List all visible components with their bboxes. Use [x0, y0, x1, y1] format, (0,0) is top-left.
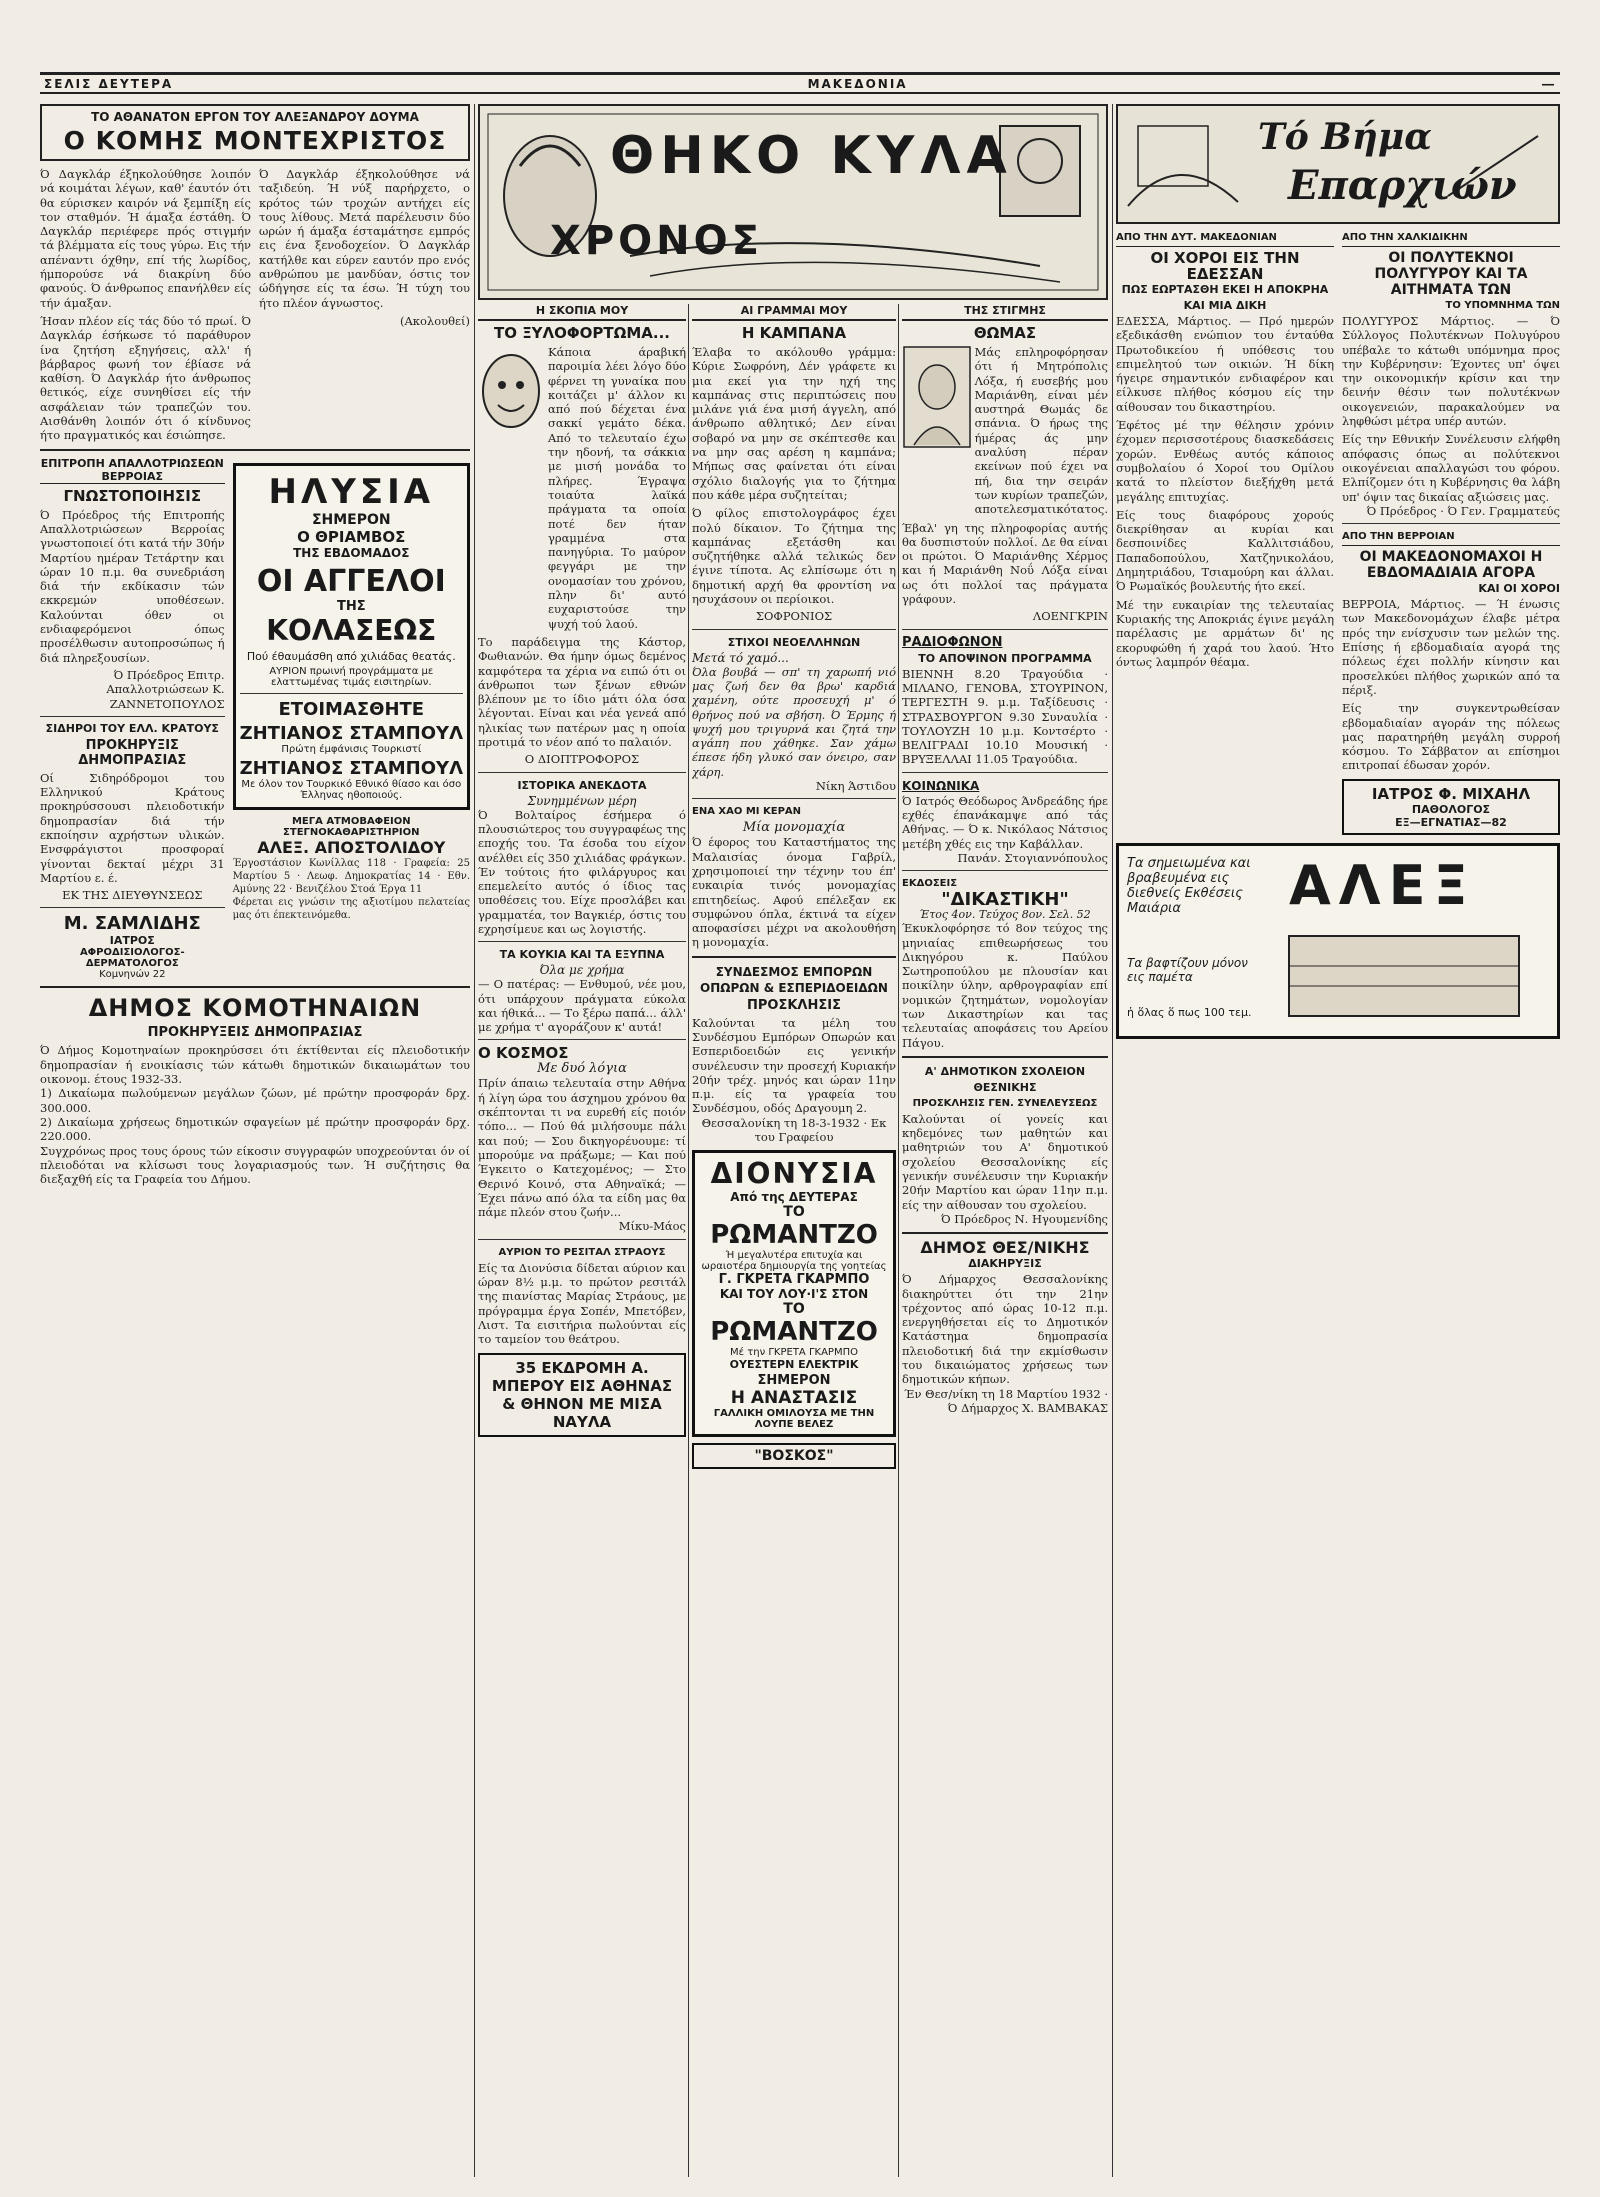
- ilysia-film: ΚΟΛΑΣΕΩΣ: [266, 613, 437, 647]
- article-body: Είς την συγκεντρωθείσαν εβδομαδιαίαν αγοράν της πόλεως μας παρατηρήθη μεγάλη συρροή κόσμου. Το Σάββατον αι επίσημοι επιτροπαί έδωσαν χορόν.: [1342, 701, 1560, 773]
- divider: [902, 1232, 1108, 1234]
- doctor-name: ΙΑΤΡΟΣ Φ. ΜΙΧΑΗΛ: [1371, 784, 1531, 803]
- divider: [478, 1239, 686, 1240]
- section-subtitle: Με δυό λόγια: [537, 1061, 627, 1077]
- ilysia-title: ΗΛΥΣΙΑ: [268, 471, 435, 512]
- divider: [240, 693, 463, 694]
- regional-left: [1116, 230, 1334, 835]
- section-title: ΚΟΙΝΩΝΙΚΑ: [902, 778, 980, 793]
- article-sign: Έν Θεσ/νίκη τη 18 Μαρτίου 1932 · Ό Δήμαρχος Χ. ΒΑΜΒΑΚΑΣ: [904, 1386, 1108, 1415]
- article-sign: ΣΟΦΡΟΝΙΟΣ: [755, 609, 833, 624]
- dionysia-title: ΔΙΟΝΥΣΙΑ: [710, 1157, 878, 1191]
- notice2-title: ΠΡΟΚΗΡΥΞΙΣ ΔΗΜΟΠΡΑΣΙΑΣ: [78, 737, 187, 768]
- article-body: — Ο πατέρας: — Ενθυμού, νέε μου, ότι υπάρχουν πράγματα εύκολα και ήθικά... — Το ξέρω παπά... άλλ' με χρήμα τ' αγοράζουν κ' αυτά!: [478, 977, 686, 1035]
- masthead: [40, 72, 1560, 94]
- poem-sign: Νίκη Άστιδου: [815, 779, 896, 794]
- ilysia-line: ΤΗΣ: [336, 598, 366, 614]
- dionysia-line: ΤΟ: [783, 1301, 805, 1318]
- column-left: [40, 104, 470, 2177]
- divider: [40, 716, 225, 717]
- section-subtitle: ΔΙΑΚΗΡΥΞΙΣ: [968, 1257, 1042, 1271]
- article-body: Έφέτος μέ την θέλησιν χρόνιν έχομεν περισσοτέρους διασκεδάσεις χορών. Ενθέως αυτός κάποιος συμβολαίου ό Χοροί του Ομίλου κατά το πλείστον διεξήχθη μετά μεγάλης επιτυχίας.: [1116, 418, 1334, 504]
- chronos-banner: [478, 104, 1108, 300]
- laundry-address: Έργοστάσιον Κωνίλλας 118 · Γραφεία: 25 Μαρτίου 5 · Λεωφ. Δημοκρατίας 14 · Εθν. Αμύνης 22 · Βενιζέλου Στοά Έργα 11: [232, 857, 470, 895]
- article-body: Ό Βολταίρος έσήμερα ό πλουσιώτερος του συγγραφέως της εποχής του. Τα έσοδα του είχον ανέλθει είς 350 χιλιάδας φράγκων. Έν τούτοις ήτο φιλάργυρος και επεμελείτο αυτός ό ίδιος τας υποθέσεις του. Είχε προσλάβει και γραμματέα, τον Βαγκιέρ, όστις του εχρησίμευε και ως λογιστής.: [478, 807, 686, 936]
- notice1-title: ΓΝΩΣΤΟΠΟΙΗΣΙΣ: [63, 486, 202, 505]
- article-body: Έκυκλοφόρησε τό 8ον τεύχος της μηνιαίας επιθεωρήσεως του Δικηγόρου κ. Παύλου Σωτηροπούλου με πλουσίαν και ποικίλην ύλην, αρθρογραφίαν επί νομικών ζητημάτων, νομολογίαν των Δικαστηρίων και τας τελευταίας αποφάσεις του Αρείου Πάγου.: [902, 921, 1108, 1050]
- subcolumn-grammai: [692, 304, 896, 2177]
- section-label: ΑΙ ΓΡΑΜΜΑΙ ΜΟΥ: [692, 304, 896, 321]
- dionysia-line: ΤΟ: [783, 1204, 805, 1221]
- section-label: Η ΣΚΟΠΙΑ ΜΟΥ: [478, 304, 686, 321]
- section-title: ΡΑΔΙΟΦΩΝΟΝ: [902, 634, 1003, 650]
- serial-kicker: ΤΟ ΑΘΑΝΑΤΟΝ ΕΡΓΟΝ ΤΟΥ ΑΛΕΞΑΝΔΡΟΥ ΔΟΥΜΑ: [91, 110, 419, 124]
- masthead-center: ΜΑΚΕΔΟΝΙΑ: [807, 76, 908, 91]
- article-body: Ό φίλος επιστολογράφος έχει πολύ δίκαιον. Το ζήτημα της καμπάνας εξετάσθη και συζητήθηκε αλλά τελικώς δεν έγινε τίποτα. Ας ελπίσωμε ότι η δημοτική αρχή θα φροντίση να ησυχάσουν οι περίοικοι.: [692, 506, 896, 607]
- excursion-ad: 35 ΕΚΔΡΟΜΗ Α. ΜΠΕΡΟΥ ΕΙΣ ΑΘΗΝΑΣ & ΘΗΝΟΝ ΜΕ ΜΙΣΑ ΝΑΥΛΑ: [478, 1353, 686, 1437]
- section-subtitle: ΠΡΟΣΚΛΗΣΙΣ: [747, 997, 841, 1013]
- serial-title: Ο ΚΟΜΗΣ ΜΟΝΤΕΧΡΙΣΤΟΣ: [63, 126, 447, 155]
- portrait-illustration: [902, 345, 971, 449]
- article-body: Πρίν άπαιω τελευταία στην Αθήνα ή λίγη ώρα του άσχημου χρόνου θα σκέπτονται τι να ευρεθή είς ποιόν τόπο... — Πού θά μιλήσουμε πάλι και πού; — Σου δικηγορέυουμε: τί μπορούμε να πράξωμε; — Και πού Έγκειτο ο Κατεχομένος; — Στο Θερινό Κοινό, στα Αθηναϊκά; — Έχει πάνω από όλα τα είδη μας θα πάμε πλεόν στου ζωήν...: [478, 1076, 686, 1220]
- doctor-address: ΕΞ—ΕΓΝΑΤΙΑΣ—82: [1395, 815, 1507, 829]
- article-sign: ΛΟΕΝΓΚΡΙΝ: [1032, 609, 1108, 624]
- section-subtitle: Έτος 4ον. Τεύχος 8ον. Σελ. 52: [919, 908, 1091, 922]
- laundry-kicker: ΜΕΓΑ ΑΤΜΟΒΑΦΕΙΟΝ: [291, 815, 411, 827]
- section-title: "ΔΙΚΑΣΤΙΚΗ": [941, 889, 1069, 911]
- article-sign: Μίκυ-Μάος: [618, 1219, 686, 1234]
- serial-body: [40, 167, 470, 443]
- dionysia-film: ΡΩΜΑΝΤΖΟ: [710, 1220, 878, 1251]
- doctor-name: Μ. ΣΑΜΛΙΔΗΣ: [63, 913, 201, 935]
- doctor-specialty: ΑΦΡΟΔΙΣΙΟΛΟΓΟΣ-ΔΕΡΜΑΤΟΛΟΓΟΣ: [79, 947, 185, 970]
- dionysia-line: Από της ΔΕΥΤΕΡΑΣ: [730, 1190, 858, 1205]
- vima-banner: [1116, 104, 1560, 224]
- notice2-sign: ΕΚ ΤΗΣ ΔΙΕΥΘΥΝΣΕΩΣ: [62, 888, 203, 903]
- laundry-name: ΑΛΕΞ. ΑΠΟΣΤΟΛΙΔΟΥ: [257, 837, 446, 857]
- municipality-item: 2) Δικαίωμα χρήσεως δημοτικών σφαγείων μέ πρώτην προσφοράν δρχ. 220.000.: [40, 1114, 470, 1144]
- divider: [902, 772, 1108, 773]
- subcolumn-stigmis: [902, 304, 1108, 2177]
- vima-title: Τό Βήμα: [1258, 116, 1432, 158]
- article-body: Το παράδειγμα της Κάστορ, Φωθιανών. Θα ήμην όμως δεμένος καμφότερα τα χέρια να ειπώ ότι οι άνθρωποι των ξένων εθνών βλέπουν με το ίδιο μάτι όλα όσα λέγονται. Είναι και νέα γενεά από ηλικίας των πατέρων μας η οποία προτιμά το νέον από το παλαιόν.: [478, 634, 686, 750]
- dionysia-line: Ή μεγαλυτέρα επιτυχία και ωραιοτέρα δημιουργία της γοητείας: [701, 1250, 887, 1273]
- doctor-specialty: ΠΑΘΟΛΟΓΟΣ: [1411, 802, 1491, 816]
- notices-right: [233, 457, 470, 981]
- column-divider: [688, 304, 689, 2177]
- article-sign: Ό Πρόεδρος · Ό Γεν. Γραμματεύς: [1366, 503, 1560, 518]
- laundry-note: Φέρεται εις γνώσιν της αξιοτίμου πελατείας μας ότι έπεκτεινόμεθα.: [232, 896, 470, 921]
- notice2-body: Οί Σιδηρόδρομοι του Ελληνικού Κράτους προκηρύσσουσι πλειοδοτικήν δημοπρασίαν διά τήν εκποίησιν αχρήστων υλικών. Ενσφράγιστοι προσφοραί γίνονται δεκταί μέχρι 31 Μαρτίου ε. έ.: [40, 770, 225, 885]
- zitianos-sub: Πρώτη έμφάνισις Τουρκιστί: [281, 743, 422, 755]
- section-kicker: ΑΠΟ ΤΗΝ ΧΑΛΚΙΔΙΚΗΝ: [1342, 230, 1560, 247]
- zitianos-word: ΖΗΤΙΑΝΟΣ: [239, 757, 344, 779]
- dionysia-line: ΟΥΕΣΤΕΡΝ ΕΛΕΚΤΡΙΚ: [729, 1358, 859, 1372]
- middle-columns: [478, 304, 1108, 2177]
- section-title: ΟΙ ΠΟΛΥΤΕΚΝΟΙ ΠΟΛΥΓΥΡΟΥ ΚΑΙ ΤΑ ΑΙΤΗΜΑΤΑ ΤΩΝ: [1374, 250, 1528, 298]
- alex-text: ἡ ὅλας ὅ πως 100 τεμ.: [1127, 1005, 1252, 1019]
- section-subtitle: Μία μονομαχία: [742, 820, 846, 836]
- article-title: ΤΟ ΞΥΛΟΦΟΡΤΩΜΑ...: [493, 324, 670, 342]
- divider: [692, 629, 896, 630]
- ilysia-film: ΟΙ ΑΓΓΕΛΟΙ: [256, 563, 446, 599]
- article-sign: Πανάν. Στογιαννόπουλος: [957, 850, 1108, 865]
- ilysia-ad: [233, 463, 470, 810]
- section-subtitle: ΤΟ ΑΠΟΨΙΝΟΝ ΠΡΟΓΡΑΜΜΑ: [918, 651, 1092, 665]
- section-title: ΙΣΤΟΡΙΚΑ ΑΝΕΚΔΟΤΑ: [517, 778, 647, 792]
- doctor-address: Κομνηνών 22: [99, 969, 166, 981]
- doctor-title: ΙΑΤΡΟΣ: [109, 934, 155, 948]
- section-subtitle: Συνημμένων μέρη: [527, 793, 637, 808]
- cigarette-pack-illustration: [1279, 926, 1539, 1026]
- serial-continue: (Ακολουθεί): [400, 313, 470, 328]
- municipality-body: Ό Δήμος Κομοτηναίων προκηρύσσει ότι έκτίθενται είς πλειοδοτικήν δημοπρασίαν ή ενοικίασις τών κάτωθι δημοτικών δικαιωμάτων του οικονομ. έτους 1932-33.: [40, 1043, 470, 1087]
- article-body: Είς τους διαφόρους χορούς διεκρίθησαν αι κυρίαι και δεσποινίδες Καλλιτσιάδου, Παπαδοπούλου, Χατζηνικολάου, Δημητριάδου, Τσιαμούρη και άλλαι. Ό Ρωμαϊκός βουλευτής ήτο εκεί.: [1116, 507, 1334, 594]
- article-body: Καλούνται οί γονείς και κηδεμόνες των μαθητών και μαθητριών του Α' δημοτικού σχολείου Θεσσαλονίκης είς γενικήν συνέλευσιν την Κυριακήν 20ήν Μαρτίου και ώραν 11ην π.μ. είς την αίθουσαν του σχολείου.: [902, 1111, 1108, 1212]
- divider: [902, 629, 1108, 630]
- notices-left: [40, 457, 225, 981]
- divider: [40, 449, 470, 451]
- zitianos-row: [240, 758, 463, 779]
- serial-paragraph: Ήσαν πλέον είς τάς δύο τό πρωί. Ό Δαγκλάρ έσήκωσε τό παράθυρον ίνα ζητήση εξηγήσεις, αλλ' ή βάρβαρος φωνή τον έβίασε νά καθίση. Ό Δαγκλάρ ήτο άνθρωπος θετικός, είχε συνηθίσει είς τήν ασφάλειαν τών τραπεζών του. Αισθάνθη λοιπόν ότι ό κίνδυνος ήτο πραγματικός και έσιώπησε.: [40, 313, 251, 443]
- alex-text: Τα σημειωμένα και βραβευμένα εις διεθνείς Εκθέσεις Μαιάρια: [1127, 855, 1251, 916]
- ilysia-line: ΕΤΟΙΜΑΣΘΗΤΕ: [278, 698, 425, 720]
- notice1-kicker: ΕΠΙΤΡΟΠΗ ΑΠΑΛΛΟΤΡΙΩΣΕΩΝ ΒΕΡΡΟΙΑΣ: [40, 456, 224, 483]
- zitianos-sub: Με όλον τον Τουρκικό Εθνικό θίασο και όσο Έλληνας ηθοποιούς.: [241, 778, 462, 801]
- article-body: Έλαβα το ακόλουθο γράμμα: Κύριε Σωφρόνη, Δέν γράφετε κι μια εκεί για την ηχή της καμπάνας στις περιπτώσεις που μιλάνε γιά ένα μισή άγγελη, από άνθρωπο αθλητικό; Δεν είναι σοβαρό να μην σε σκέπτεσθε και να μην σας αρέση η καμπάνα; Μήπως σας φαίνεται ότι είναι σχόλιο διαλογής για το ζήτημα που κάθε μέρα συζητείται;: [692, 345, 896, 502]
- municipality-item: 1) Δικαίωμα πωλούμενων μεγάλων ζώων, μέ πρώτην προσφοράν δρχ. 300.000.: [40, 1086, 470, 1115]
- doctor-mihail-ad: [1342, 779, 1560, 835]
- regional-row: [1116, 230, 1560, 835]
- article-top: [478, 345, 686, 631]
- article-title: Η ΚΑΜΠΑΝΑ: [741, 324, 847, 342]
- divider: [40, 907, 225, 908]
- section-title: ΔΗΜΟΣ ΘΕΣ/ΝΙΚΗΣ: [920, 1238, 1090, 1258]
- vima-subtitle: Επαρχιών: [1288, 162, 1517, 209]
- municipality-title: ΔΗΜΟΣ ΚΟΜΟΤΗΝΑΙΩΝ: [88, 994, 422, 1023]
- article-body: Έβαλ' γη της πληροφορίας αυτής θα δυσπιστούν πολλοί. Δε θα είναι οι πρώτοι. Ό Μαριάνθης Χέρμος και ή Μαριάνθη Νοΰ Λόξα είναι ως ότι πολλοί τας πράγματα γράφουν.: [902, 520, 1108, 607]
- dionysia-ad: [692, 1150, 896, 1437]
- dionysia-line: Μέ την ΓΚΡΕΤΑ ΓΚΑΡΜΠΟ: [730, 1347, 858, 1359]
- article-body: Είς την Εθνικήν Συνέλευσιν ελήφθη απόφασις όπως αι πολύτεκνοι οικογένειαι απαλλαγώσι του φόρου. Ελπίζομεν ότι η Κυβέρνησις θα λάβη υπ' όψιν τας δικαίας αξιώσεις μας.: [1342, 432, 1560, 504]
- divider: [478, 941, 686, 942]
- divider: [692, 956, 896, 958]
- section-title: ΕΝΑ ΧΑΟ ΜΙ ΚΕΡΑΝ: [692, 806, 802, 818]
- dionysia-line: Γ. ΓΚΡΕΤΑ ΓΚΑΡΜΠΟ: [718, 1272, 870, 1288]
- divider: [40, 986, 470, 988]
- section-title: Ο ΚΟΣΜΟΣ: [478, 1044, 569, 1063]
- article-body: ΒΕΡΡΟΙΑ, Μάρτιος. — Ή ένωσις των Μακεδονομάχων έλαβε μέτρα πρός την ενίσχυσιν των μελών της. Επίσης ή εβδομαδιαία αγορά της πόλεως έχει πολλήν κίνησιν και προσελκύει πλήθος χωρικών από τα πέριξ.: [1342, 597, 1560, 697]
- section-title: ΣΤΙΧΟΙ ΝΕΟΕΛΛΗΝΩΝ: [727, 635, 861, 649]
- banner-subtitle: ΧΡΟΝΟΣ: [550, 218, 763, 264]
- section-subtitle: ΤΟ ΥΠΟΜΝΗΜΑ ΤΩΝ: [1445, 300, 1560, 311]
- municipality-sub: ΠΡΟΚΗΡΥΞΕΙΣ ΔΗΜΟΠΡΑΣΙΑΣ: [147, 1025, 363, 1041]
- notices-row: [40, 457, 470, 981]
- divider: [692, 798, 896, 799]
- dionysia-line: Η ΑΝΑΣΤΑΣΙΣ: [730, 1388, 858, 1409]
- section-title: ΟΙ ΧΟΡΟΙ ΕΙΣ ΤΗΝ ΕΔΕΣΣΑΝ: [1150, 249, 1300, 283]
- masthead-right: ―: [1542, 76, 1556, 91]
- section-subtitle: ΚΑΙ ΜΙΑ ΔΙΚΗ: [1183, 299, 1267, 312]
- section-subtitle: Όλα με χρήμα: [539, 963, 625, 978]
- dionysia-line: ΚΑΙ ΤΟΥ ΛΟΥ·Ι'Σ ΣΤΟΝ: [719, 1287, 869, 1302]
- article-sign: Ο ΔΙΟΠΤΡΟΦΟΡΟΣ: [524, 752, 640, 767]
- divider: [1342, 523, 1560, 524]
- caricature-illustration: [478, 345, 544, 441]
- serial-header: [40, 104, 470, 161]
- alex-text: Τα βαφτίζουν μόνον εις παμέτα: [1127, 955, 1248, 984]
- article-body: Ό Ιατρός Θεόδωρος Άνδρεάδης ήρε εχθές έπανάκαμψε από τάς Αθήνας. — Ό κ. Νικόλαος Νάτσιος μετέβη χθές εις την Καβάλλαν.: [902, 793, 1108, 851]
- section-title: ΣΥΝΔΕΣΜΟΣ ΕΜΠΟΡΩΝ ΟΠΩΡΩΝ & ΕΣΠΕΡΙΔΟΕΙΔΩΝ: [700, 964, 888, 995]
- article-body: ΠΟΛΥΓΥΡΟΣ Μάρτιος. — Ό Σύλλογος Πολυτέκνων Πολυγύρου υπέβαλε το κάτωθι υπόμνημα προς την Κυβέρνησιν: Έχοντες υπ' όψει την οικονομικήν κρίσιν και την δεινήν θέσιν των πολυτέκνων οικογενειών, παρακαλούμεν να ληφθώσι μέτρα υπέρ αυτών.: [1342, 314, 1560, 429]
- zitianos-word: ΖΗΤΙΑΝΟΣ: [239, 722, 344, 744]
- ilysia-line: ΤΗΣ ΕΒΔΟΜΑΔΟΣ: [293, 545, 410, 560]
- municipality-body: Συγχρόνως προς τους όρους τών είκοσιν συγγραφών υποχρεούνται όν οί πλειοδόται να κλίσωσι τους λογαριασμούς των. Ή συζήτησις θα διεξαχθή είς τα Γραφεία του Δήμου.: [40, 1143, 470, 1187]
- section-title: ΤΑ ΚΟΥΚΙΑ ΚΑΙ ΤΑ ΕΞΥΠΝΑ: [499, 948, 665, 962]
- stamboul-word: ΣΤΑΜΠΟΥΛ: [349, 722, 463, 744]
- dionysia-line: ΣΗΜΕΡΟΝ: [757, 1373, 831, 1389]
- article-body: Ό Δήμαρχος Θεσσαλονίκης διακηρύττει ότι την 21ην τρέχοντος από ώρας 10-12 π.μ. ενεργηθήσεται είς το Δημοτικόν Κατάστημα δημοπρασία πλειοδοτική διά την εκμίσθωσιν του δικαιώματος χρήσεως των δημοτικών κήπων.: [902, 1272, 1108, 1387]
- dionysia-film: ΡΩΜΑΝΤΖΟ: [710, 1317, 878, 1348]
- article-body: Μέ την ευκαιρίαν της τελευταίας Κυριακής της Αποκριάς έγινε μεγάλη παρέλασις με αρμάτων δι' ης εκορυφώθη ή χαρά του λαού. Ήτο όντως λαμπρόν θέαμα.: [1116, 597, 1334, 669]
- subcolumn-skopia: [478, 304, 686, 2177]
- section-subtitle: ΠΩΣ ΕΩΡΤΑΣΘΗ ΕΚΕΙ Η ΑΠΟΚΡΗΑ: [1121, 283, 1329, 296]
- dionysia-line: ΓΑΛΛΙΚΗ ΟΜΙΛΟΥΣΑ ΜΕ ΤΗΝ ΛΟΥΠΕ ΒΕΛΕΖ: [713, 1408, 875, 1431]
- section-title: ΟΙ ΜΑΚΕΔΟΝΟΜΑΧΟΙ Η ΕΒΔΟΜΑΔΙΑΙΑ ΑΓΟΡΑ: [1359, 549, 1543, 582]
- ilysia-line: ΣΗΜΕΡΟΝ: [311, 511, 391, 528]
- article-body: ΕΔΕΣΣΑ, Μάρτιος. — Πρό ημερών εξεδικάσθη ενώπιον του ένταύθα Πρωτοδικείου ή υπόθεσις του επιμελητού των οικιών. Ή δίκη ήγειρε σημαντικόν ενδιαφέρον και είλκυσε πλήθος κόσμου είς την αίθουσαν του δικαστηρίου.: [1116, 314, 1334, 414]
- divider: [478, 1039, 686, 1040]
- poem-body: Όλα βουβά — σπ' τη χαρωπή νιό μας ζωή δεν θα βρω' καρδιά χαμένη, ούτε προσευχή μ' ό θρήνος πού να σβήση. Ό Έρμης ή ψυχή μου τριγυρνά και ζητά την αγάπη που χάθηκε. Σαν χάμω έπεσε ήδη γλυκό σαν όνειρο, σαν χάρη.: [692, 664, 896, 779]
- section-kicker: ΑΠΟ ΤΗΝ ΒΕΡΡΟΙΑΝ: [1342, 529, 1560, 546]
- zitianos-row: [240, 723, 463, 744]
- divider: [478, 772, 686, 773]
- column-divider: [898, 304, 899, 2177]
- article-body: Μάς επληροφόρησαν ότι ή Μητρόπολις Λόξα, ή ευσεβής μου Μαριάνθη, είναι μέν αυστηρά Θωμάς δε σπάνια. Ό ήρως της ήμέρας άς μην αναλύση πέραν εκείνων πού έχει να πή, δια την σειράν των κυρίων τραπεζών, αποτελεσματικότατος.: [974, 345, 1108, 517]
- section-title: ΑΥΡΙΟΝ ΤΟ ΡΕΣΙΤΑΛ ΣΤΡΑΟΥΣ: [498, 1246, 666, 1258]
- article-body: Είς τα Διονύσια δίδεται αύριον και ώραν 8½ μ.μ. το πρώτον ρεσιτάλ της πιανίστας Μαρίας Στράους, με πρόγραμμα έργα Σοπέν, Μπετόβεν, Λιστ. Τα εισιτήρια πωλούνται είς το ταμείον του θεάτρου.: [478, 1260, 686, 1347]
- serial-paragraph: Ό Δαγκλάρ έξηκολούθησε νά ταξιδεύη. Ή νύξ παρήρχετο, ο κρότος τών τροχών αντήχει είς τους λίθους. Μετά παρέλευσιν δύο ωρών ή άμαξα έσταμάτησε εμπρός εις ένα ξενοδοχείον. Ό Δαγκλάρ κατήλθε και εύρεν εαυτόν προ ενός ανθρώπου με μανδύαν, όστις τον ώδήγησε είς τα έσω. Ή τύχη του ήτο πλέον άγνωστος.: [259, 167, 470, 310]
- column-divider: [474, 104, 475, 2177]
- alex-ad: [1116, 843, 1560, 1039]
- column-right: [1116, 104, 1560, 2177]
- article-sign: Θεσσαλονίκη τη 18-3-1932 · Εκ του Γραφείου: [701, 1115, 887, 1145]
- ilysia-line: Ο ΘΡΙΑΜΒΟΣ: [297, 527, 406, 546]
- notice1-body: Ό Πρόεδρος τής Επιτροπής Απαλλοτριώσεων Βερροίας γνωστοποιεί ότι κατά τήν 30ήν Μαρτίου ημέραν Τετάρτην και ώραν 10 π.μ. θα συνεδριάση διά τήν εκδίκασιν τών εκκρεμών υποθέσεων. Καλούνται όθεν οι ενδιαφερόμενοι όπως προσέλθωσιν αυτοπροσώπως ή διά πληρεξουσίων.: [40, 507, 225, 665]
- section-kicker: ΑΠΟ ΤΗΝ ΔΥΤ. ΜΑΚΕΔΟΝΙΑΝ: [1116, 230, 1334, 247]
- article-body: Ό έφορος του Καταστήματος της Μαλαισίας όνομα Γαβρίλ, χρησιμοποιεί την τέχνην του έπ' ευκαιρία τινός μονομαχίας επιτηδείως. Αφού επέλεξαν εκ συμφώνου όπλα, έκτινά τα είχεν αποφασίσει μέχρι να ακολουθήση η μονομαχία.: [692, 835, 896, 950]
- masthead-left: ΣΕΛΙΣ ΔΕΥΤΕΡΑ: [44, 76, 174, 91]
- article-body: ΒΙΕΝΝΗ 8.20 Τραγούδια · ΜΙΛΑΝΟ, ΓΕΝΟΒΑ, ΣΤΟΥΡΙΝΟΝ, ΤΕΡΓΕΣΤΗ 9. μ.μ. Ταξίδευσις · ΣΤΡΑΣΒΟΥΡΓΟΝ 9.30 Συναυλία · ΤΟΥΛΟΥΖΗ 10 μ.μ. Κοντσέρτο · ΒΕΛΙΓΡΑΔΙ 10.10 Μουσική · ΒΡΥΞΕΛΛΑΙ 11.05 Τραγούδια.: [902, 666, 1108, 767]
- section-subtitle: ΚΑΙ ΟΙ ΧΟΡΟΙ: [1478, 582, 1560, 596]
- article-title: ΘΩΜΑΣ: [973, 324, 1037, 342]
- regional-right: [1342, 230, 1560, 835]
- poem-title: Μετά τό χαμό...: [692, 650, 789, 665]
- article-top: [902, 345, 1108, 517]
- section-label: ΤΗΣ ΣΤΙΓΜΗΣ: [902, 304, 1108, 321]
- article-sign: Ό Πρόεδρος Ν. Ηγουμενίδης: [940, 1211, 1108, 1226]
- notice2-kicker: ΣΙΔΗΡΟΙ ΤΟΥ ΕΛΛ. ΚΡΑΤΟΥΣ: [45, 721, 219, 735]
- article-body: Καλούνται τα μέλη του Συνδέσμου Εμπόρων Οπωρών και Εσπεριδοειδών εις γενικήν συνέλευσιν την προσεχή Κυριακήν 20ήν τρέχ. μηνός και ώραν 11ην π.μ. είς τα γραφεία του Συνδέσμου, οδός Δραγουμη 2.: [692, 1015, 896, 1116]
- section-kicker: ΕΚΔΟΣΕΙΣ: [902, 878, 958, 890]
- banner-title: ΘΗΚΟ ΚΥΛΑ: [610, 126, 1013, 186]
- ilysia-line: Πού έθαυμάσθη από χιλιάδας θεατάς.: [246, 649, 456, 663]
- laundry-sub: ΣΤΕΓΝΟΚΑΘΑΡΙΣΤΗΡΙΟΝ: [283, 826, 420, 838]
- notice1-sign: Ό Πρόεδρος Επιτρ. Απαλλοτριώσεων Κ. ΖΑΝΝΕΤΟΠΟΥΛΟΣ: [106, 667, 225, 711]
- section-title: Α' ΔΗΜΟΤΙΚΟΝ ΣΧΟΛΕΙΟΝ ΘΕΣΝΙΚΗΣ: [924, 1064, 1086, 1094]
- divider: [902, 870, 1108, 871]
- serial-paragraph: Ό Δαγκλάρ έξηκολούθησε λοιπόν νά κοιμάται λέγων, καθ' έαυτόν ότι θα εύρισκεν καιρόν νά ξεμπίξη είς τον σταθμόν. Ή άμαξα έστάθη. Ό Δαγκλάρ περιέφερε πρός στιγμήν τά βλέμματα είς τους γύρω. Εις τήν απέναντι όχθην, επί τής λωρίδος, ήμπορούσε νά διακρίνη δύο φανούς. Ό άνθρωπος επανήλθεν είς τήν άμαξαν.: [40, 167, 251, 310]
- section-subtitle: ΠΡΟΣΚΛΗΣΙΣ ΓΕΝ. ΣΥΝΕΛΕΥΣΕΩΣ: [912, 1097, 1098, 1109]
- stamboul-word: ΣΤΑΜΠΟΥΛ: [349, 757, 463, 779]
- divider: [902, 1056, 1108, 1058]
- column-divider: [1112, 104, 1113, 2177]
- voskos-ad: "ΒΟΣΚΟΣ": [692, 1443, 896, 1469]
- column-middle: [478, 104, 1108, 2177]
- ilysia-line: ΑΥΡΙΟΝ πρωινή προγράμματα με ελαττωμένας τιμάς εισιτηρίων.: [269, 665, 434, 688]
- alex-title: ΑΛΕΞ: [1289, 853, 1476, 917]
- article-body: Κάποια άραβική παροιμία λέει λόγο δύο φέρνει τη γυναίκα που κοιτάζει μ' άλλον κι από πού δέχεται ένα σακκί γεμάτο δέκα. Από το τελευταίο έχω την ηδονή, τα σάκκια με μισή μονάδα το πλήρες. Έγραψα τοιαύτα λαϊκά πράγματα τα οποία ποτέ δεν ήταν γραμμένα στα πανηγύρια. Το μαύρον φεγγάρι με την ονομασίαν του χρόνου, πλην δι' αυτό ευχαριστούσε την ψυχή τού λαού.: [548, 345, 686, 631]
